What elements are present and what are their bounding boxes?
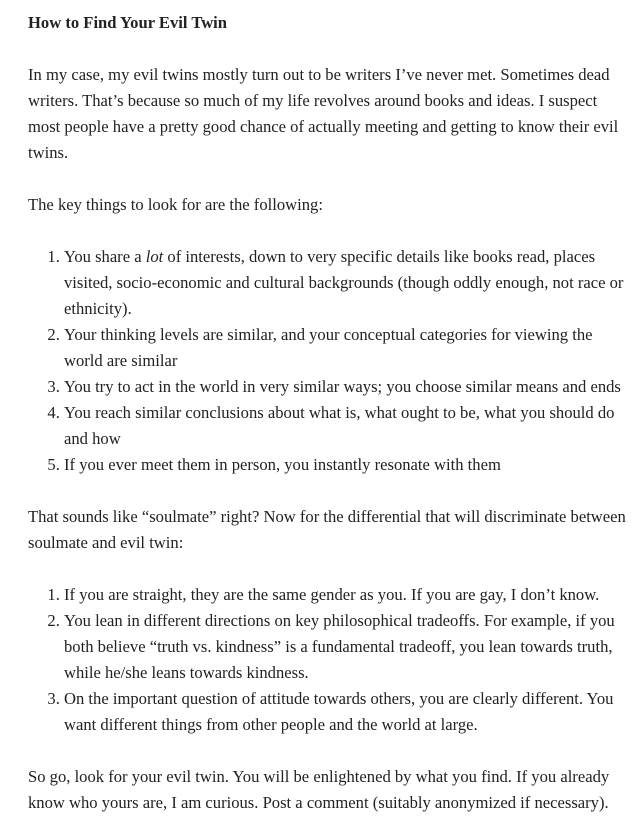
list-item-text: You share a [64, 247, 146, 266]
emphasis-text: lot [145, 247, 164, 266]
intro-paragraph: In my case, my evil twins mostly turn out to be writers I’ve never met. Sometimes dead writers. That’s because so much of my life revolves around books and ideas. I suspect most people have a pretty good chance of actually meeting and getting to know their evil twins. [28, 65, 619, 162]
list-item: 3. On the important question of attitude towards others, you are clearly different. You want different things from other people and the world at large. [64, 686, 630, 738]
list-item: 3. You try to act in the world in very similar ways; you choose similar means and ends [64, 374, 630, 400]
differential-intro: That sounds like “soulmate” right? Now for the differential that will discriminate between soulmate and evil twin: [28, 507, 626, 552]
article-title: How to Find Your Evil Twin [28, 13, 228, 32]
list-item: 1. If you are straight, they are the same gender as you. If you are gay, I don’t know. [64, 582, 630, 608]
key-things-intro: The key things to look for are the following: [28, 195, 323, 214]
list-item-text: of interests, down to very specific details like books read, places visited, socio-economic and cultural backgrounds (though oddly enough, not race or ethnicity). [64, 247, 624, 318]
list-item: 4. You reach similar conclusions about what is, what ought to be, what you should do and how [64, 400, 630, 452]
differentials-list [28, 582, 630, 738]
list-item: 2. Your thinking levels are similar, and your conceptual categories for viewing the world are similar [64, 322, 630, 374]
list-item: 5. If you ever meet them in person, you instantly resonate with them [64, 452, 630, 478]
key-things-list [28, 244, 630, 478]
closing-paragraph: So go, look for your evil twin. You will be enlightened by what you find. If you already know who yours are, I am curious. Post a comment (suitably anonymized if necessary). [28, 767, 610, 812]
list-item [64, 244, 630, 322]
list-item: 2. You lean in different directions on key philosophical tradeoffs. For example, if you both believe “truth vs. kindness” is a fundamental tradeoff, you lean towards truth, while he/she leans towards kindness. [64, 608, 630, 686]
